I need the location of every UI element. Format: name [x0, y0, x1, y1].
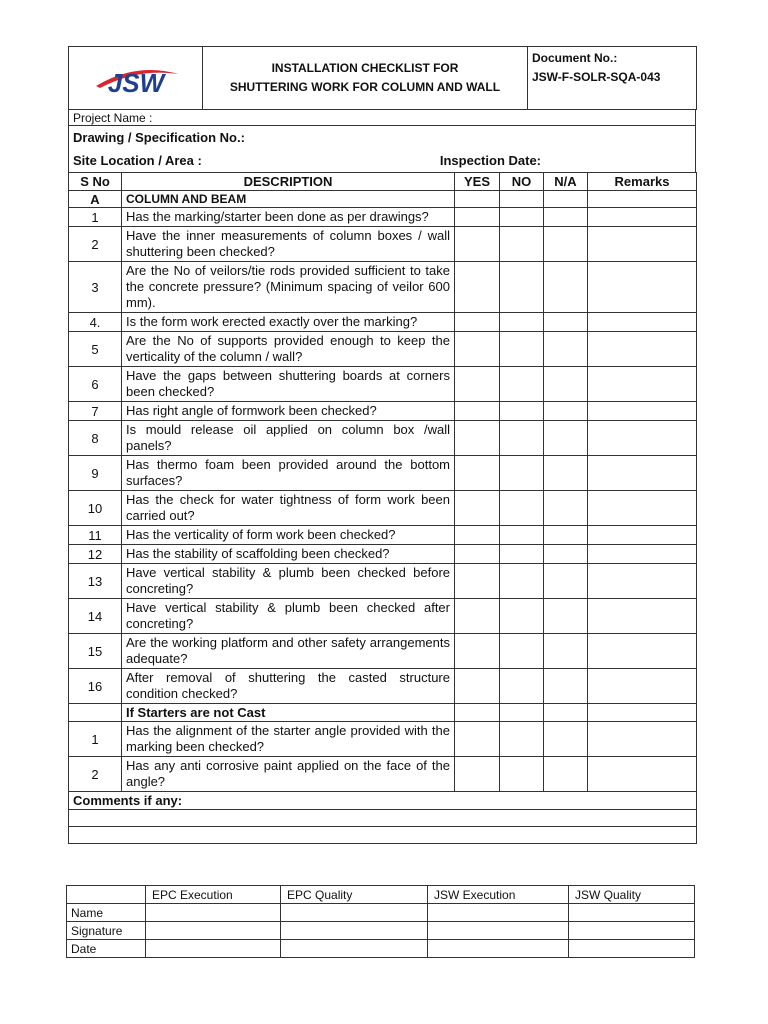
cell-yes[interactable] — [455, 456, 500, 491]
signoff-cell[interactable] — [569, 904, 695, 922]
cell-yes[interactable] — [455, 634, 500, 669]
checklist-row — [69, 421, 697, 456]
cell-remarks[interactable] — [588, 564, 697, 599]
row-sno: 15 — [69, 634, 122, 669]
cell-na[interactable] — [544, 526, 588, 545]
cell-no[interactable] — [500, 526, 544, 545]
row-description: Are the No of supports provided enough to keep the verticality of the column / wall? — [122, 332, 455, 367]
cell-no[interactable] — [500, 402, 544, 421]
cell-na[interactable] — [544, 545, 588, 564]
cell-remarks[interactable] — [588, 634, 697, 669]
header-table — [68, 46, 697, 110]
cell-remarks[interactable] — [588, 367, 697, 402]
row-sno: 10 — [69, 491, 122, 526]
cell-remarks[interactable] — [588, 704, 697, 722]
cell-yes[interactable] — [455, 208, 500, 227]
cell-remarks[interactable] — [588, 491, 697, 526]
project-table — [68, 110, 696, 126]
cell-na[interactable] — [544, 332, 588, 367]
signoff-cell[interactable] — [281, 922, 428, 940]
signoff-cell[interactable] — [428, 904, 569, 922]
cell-no[interactable] — [500, 669, 544, 704]
cell-no[interactable] — [500, 564, 544, 599]
row-sno: 2 — [69, 227, 122, 262]
cell-yes[interactable] — [455, 564, 500, 599]
cell-na[interactable] — [544, 456, 588, 491]
checklist-table — [68, 172, 697, 844]
section-a-items — [69, 208, 697, 704]
signoff-col-epc-quality: EPC Quality — [281, 886, 428, 904]
signoff-col-jsw-execution: JSW Execution — [428, 886, 569, 904]
checklist-row — [69, 564, 697, 599]
cell-na[interactable] — [544, 208, 588, 227]
checklist-row — [69, 722, 697, 757]
cell-no[interactable] — [500, 491, 544, 526]
cell-na[interactable] — [544, 262, 588, 313]
signoff-col-epc-execution: EPC Execution — [146, 886, 281, 904]
row-description: Are the working platform and other safety arrangements adequate? — [122, 634, 455, 669]
cell-yes[interactable] — [455, 313, 500, 332]
cell-yes[interactable] — [455, 332, 500, 367]
cell-no[interactable] — [500, 191, 544, 208]
cell-na[interactable] — [544, 704, 588, 722]
cell-yes[interactable] — [455, 599, 500, 634]
cell-no[interactable] — [500, 545, 544, 564]
drawing-spec-field[interactable]: Drawing / Specification No.: — [69, 126, 696, 149]
cell-na[interactable] — [544, 402, 588, 421]
checklist-row — [69, 491, 697, 526]
cell-no[interactable] — [500, 722, 544, 757]
col-sno: S No — [69, 173, 122, 191]
cell-na[interactable] — [544, 564, 588, 599]
comments-line-1[interactable] — [69, 810, 697, 827]
signoff-cell[interactable] — [281, 904, 428, 922]
cell-yes[interactable] — [455, 526, 500, 545]
row-sno: 14 — [69, 599, 122, 634]
comments-line-2[interactable] — [69, 827, 697, 844]
checklist-row — [69, 634, 697, 669]
signoff-row-date: Date — [67, 940, 146, 958]
cell-yes[interactable] — [455, 757, 500, 792]
col-na: N/A — [544, 173, 588, 191]
signoff-cell[interactable] — [569, 940, 695, 958]
cell-remarks[interactable] — [588, 757, 697, 792]
row-sno: 4. — [69, 313, 122, 332]
cell-na[interactable] — [544, 634, 588, 669]
cell-na[interactable] — [544, 757, 588, 792]
cell-no[interactable] — [500, 208, 544, 227]
signoff-cell[interactable] — [146, 940, 281, 958]
column-header-row — [69, 173, 697, 191]
cell-remarks[interactable] — [588, 402, 697, 421]
cell-yes[interactable] — [455, 421, 500, 456]
cell-yes[interactable] — [455, 402, 500, 421]
row-sno: 1 — [69, 722, 122, 757]
row-description: Has the check for water tightness of form work been carried out? — [122, 491, 455, 526]
checklist-sheet — [68, 46, 696, 844]
signoff-cell[interactable] — [428, 922, 569, 940]
signoff-table — [66, 885, 695, 958]
section-a-title: COLUMN AND BEAM — [122, 191, 455, 208]
row-description: Has the verticality of form work been checked? — [122, 526, 455, 545]
section-b-items — [69, 722, 697, 792]
cell-no[interactable] — [500, 704, 544, 722]
section-b-row — [69, 704, 697, 722]
row-description: Has the marking/starter been done as per drawings? — [122, 208, 455, 227]
cell-remarks[interactable] — [588, 208, 697, 227]
project-name-field[interactable]: Project Name : — [69, 110, 696, 126]
signoff-cell[interactable] — [428, 940, 569, 958]
info-table — [68, 126, 696, 172]
row-description: Has right angle of formwork been checked? — [122, 402, 455, 421]
cell-remarks[interactable] — [588, 191, 697, 208]
cell-na[interactable] — [544, 421, 588, 456]
section-a-row — [69, 191, 697, 208]
cell-remarks[interactable] — [588, 227, 697, 262]
row-description: Have the gaps between shuttering boards at corners been checked? — [122, 367, 455, 402]
signoff-block — [66, 885, 694, 958]
signoff-row-signature: Signature — [67, 922, 146, 940]
comments-label: Comments if any: — [69, 792, 697, 810]
cell-yes[interactable] — [455, 704, 500, 722]
section-b-title: If Starters are not Cast — [122, 704, 455, 722]
cell-remarks[interactable] — [588, 332, 697, 367]
checklist-row — [69, 757, 697, 792]
cell-na[interactable] — [544, 491, 588, 526]
cell-remarks[interactable] — [588, 421, 697, 456]
document-number-value: JSW-F-SOLR-SQA-043 — [532, 70, 661, 84]
row-description: Have the inner measurements of column boxes / wall shuttering been checked? — [122, 227, 455, 262]
row-sno: 3 — [69, 262, 122, 313]
signoff-cell[interactable] — [146, 922, 281, 940]
cell-remarks[interactable] — [588, 722, 697, 757]
cell-remarks[interactable] — [588, 526, 697, 545]
row-description: After removal of shuttering the casted structure condition checked? — [122, 669, 455, 704]
checklist-row — [69, 208, 697, 227]
title-line-2: SHUTTERING WORK FOR COLUMN AND WALL — [229, 80, 501, 94]
col-yes: YES — [455, 173, 500, 191]
cell-remarks[interactable] — [588, 545, 697, 564]
checklist-row — [69, 227, 697, 262]
cell-yes[interactable] — [455, 669, 500, 704]
checklist-row — [69, 367, 697, 402]
row-sno: 8 — [69, 421, 122, 456]
cell-yes[interactable] — [455, 262, 500, 313]
section-b-sno — [69, 704, 122, 722]
cell-yes[interactable] — [455, 191, 500, 208]
signoff-cell[interactable] — [281, 940, 428, 958]
row-sno: 7 — [69, 402, 122, 421]
checklist-row — [69, 332, 697, 367]
checklist-row — [69, 599, 697, 634]
cell-yes[interactable] — [455, 491, 500, 526]
cell-no[interactable] — [500, 456, 544, 491]
jsw-logo — [86, 58, 186, 98]
cell-no[interactable] — [500, 421, 544, 456]
row-description: Is the form work erected exactly over the marking? — [122, 313, 455, 332]
cell-remarks[interactable] — [588, 456, 697, 491]
col-description: DESCRIPTION — [122, 173, 455, 191]
logo-cell — [69, 47, 203, 110]
signoff-corner — [67, 886, 146, 904]
checklist-row — [69, 545, 697, 564]
row-sno: 2 — [69, 757, 122, 792]
cell-no[interactable] — [500, 367, 544, 402]
row-description: Has the stability of scaffolding been checked? — [122, 545, 455, 564]
section-a-sno: A — [69, 191, 122, 208]
cell-remarks[interactable] — [588, 313, 697, 332]
row-description: Has thermo foam been provided around the bottom surfaces? — [122, 456, 455, 491]
cell-na[interactable] — [544, 722, 588, 757]
signoff-col-jsw-quality: JSW Quality — [569, 886, 695, 904]
cell-remarks[interactable] — [588, 599, 697, 634]
signoff-row-name: Name — [67, 904, 146, 922]
checklist-row — [69, 262, 697, 313]
row-sno: 12 — [69, 545, 122, 564]
cell-no[interactable] — [500, 757, 544, 792]
row-sno: 11 — [69, 526, 122, 545]
row-sno: 9 — [69, 456, 122, 491]
checklist-row — [69, 402, 697, 421]
cell-yes[interactable] — [455, 722, 500, 757]
row-description: Have vertical stability & plumb been checked after concreting? — [122, 599, 455, 634]
row-sno: 1 — [69, 208, 122, 227]
cell-no[interactable] — [500, 332, 544, 367]
cell-no[interactable] — [500, 634, 544, 669]
cell-remarks[interactable] — [588, 262, 697, 313]
row-description: Is mould release oil applied on column box /wall panels? — [122, 421, 455, 456]
document-number-cell — [528, 47, 697, 110]
cell-no[interactable] — [500, 313, 544, 332]
col-remarks: Remarks — [588, 173, 697, 191]
cell-na[interactable] — [544, 669, 588, 704]
row-sno: 16 — [69, 669, 122, 704]
cell-no[interactable] — [500, 262, 544, 313]
cell-no[interactable] — [500, 227, 544, 262]
col-no: NO — [500, 173, 544, 191]
checklist-row — [69, 526, 697, 545]
signoff-cell[interactable] — [146, 904, 281, 922]
checklist-row — [69, 456, 697, 491]
cell-na[interactable] — [544, 191, 588, 208]
cell-no[interactable] — [500, 599, 544, 634]
cell-na[interactable] — [544, 313, 588, 332]
cell-yes[interactable] — [455, 545, 500, 564]
cell-remarks[interactable] — [588, 669, 697, 704]
title-line-1: INSTALLATION CHECKLIST FOR — [271, 61, 459, 75]
signoff-cell[interactable] — [569, 922, 695, 940]
checklist-row — [69, 313, 697, 332]
row-description: Are the No of veilors/tie rods provided sufficient to take the concrete pressure? (Minimum spacing of veilor 600 mm). — [122, 262, 455, 313]
row-description: Has any anti corrosive paint applied on the face of the angle? — [122, 757, 455, 792]
cell-na[interactable] — [544, 599, 588, 634]
checklist-row — [69, 669, 697, 704]
cell-yes[interactable] — [455, 227, 500, 262]
cell-na[interactable] — [544, 227, 588, 262]
logo-text: JSW — [107, 68, 164, 98]
title-cell — [203, 47, 528, 110]
document-number-label: Document No.: — [532, 51, 618, 65]
row-sno: 6 — [69, 367, 122, 402]
row-sno: 13 — [69, 564, 122, 599]
site-location-field[interactable]: Site Location / Area : — [73, 153, 202, 168]
row-sno: 5 — [69, 332, 122, 367]
cell-na[interactable] — [544, 367, 588, 402]
row-description: Has the alignment of the starter angle provided with the marking been checked? — [122, 722, 455, 757]
cell-yes[interactable] — [455, 367, 500, 402]
row-description: Have vertical stability & plumb been checked before concreting? — [122, 564, 455, 599]
inspection-date-field[interactable]: Inspection Date: — [439, 153, 541, 168]
